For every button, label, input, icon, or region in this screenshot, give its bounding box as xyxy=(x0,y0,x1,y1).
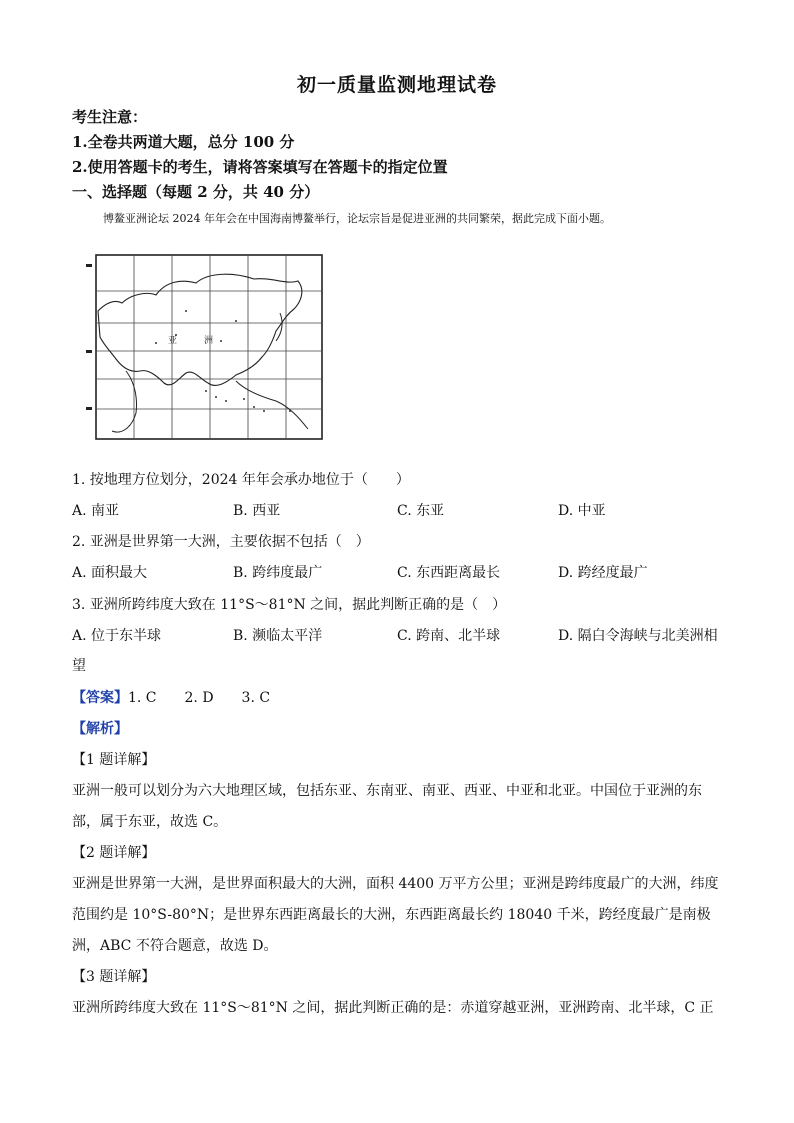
question-1-option-d[interactable]: D. 中亚 xyxy=(558,503,606,519)
detail-1-line-1: 亚洲一般可以划分为六大地理区域，包括东亚、东南亚、南亚、西亚、中亚和北亚。中国位于亚洲的东 xyxy=(72,783,702,799)
question-1-option-c[interactable]: C. 东亚 xyxy=(397,503,445,519)
latitude-tick xyxy=(86,407,92,410)
detail-3-label: 【3 题详解】 xyxy=(72,969,156,985)
question-3-option-d[interactable]: D. 隔白令海峡与北美洲相 xyxy=(558,628,718,644)
detail-3-line-1: 亚洲所跨纬度大致在 11°S～81°N 之间，据此判断正确的是：赤道穿越亚洲，亚洲跨南、北半球，C 正 xyxy=(72,1000,714,1016)
question-2-option-d[interactable]: D. 跨经度最广 xyxy=(558,565,648,581)
latitude-tick xyxy=(86,350,92,353)
detail-2-line-1: 亚洲是世界第一大洲，是世界面积最大的大洲，面积 4400 万平方公里；亚洲是跨纬度最广的大洲，纬度 xyxy=(72,876,719,892)
notice-item-1: 1.全卷共两道大题，总分 100 分 xyxy=(72,133,295,151)
question-1-stem: 1. 按地理方位划分，2024 年年会承办地位于（ ） xyxy=(72,472,410,488)
question-3-option-b[interactable]: B. 濒临太平洋 xyxy=(233,628,323,644)
page-title: 初一质量监测地理试卷 xyxy=(296,74,497,96)
question-2-option-b[interactable]: B. 跨纬度最广 xyxy=(233,565,323,581)
question-2-stem: 2. 亚洲是世界第一大洲，主要依据不包括（ ） xyxy=(72,534,370,550)
detail-2-line-2: 范围约是 10°S-80°N；是世界东西距离最长的大洲，东西距离最长约 18040 千米，跨经度最广是南极 xyxy=(72,907,711,923)
section-heading: 一、选择题（每题 2 分，共 40 分） xyxy=(72,183,320,201)
notice-item-2: 2.使用答题卡的考生，请将答案填写在答题卡的指定位置 xyxy=(72,158,448,176)
detail-1-line-2: 部，属于东亚，故选 C。 xyxy=(72,814,228,830)
latitude-tick xyxy=(86,264,92,267)
notice-label: 考生注意： xyxy=(72,108,148,126)
question-3-option-a[interactable]: A. 位于东半球 xyxy=(72,628,162,644)
question-3-stem: 3. 亚洲所跨纬度大致在 11°S～81°N 之间，据此判断正确的是（ ） xyxy=(72,597,507,613)
asia-map-figure xyxy=(86,251,326,443)
detail-2-line-3: 洲，ABC 不符合题意，故选 D。 xyxy=(72,938,278,954)
question-1-option-a[interactable]: A. 南亚 xyxy=(72,503,120,519)
map-frame xyxy=(96,255,322,439)
map-label-2: 洲 xyxy=(204,336,214,346)
detail-1-label: 【1 题详解】 xyxy=(72,752,156,768)
answer-label: 【答案】 xyxy=(72,690,128,706)
question-intro: 博鳌亚洲论坛 2024 年年会在中国海南博鳌举行，论坛宗旨是促进亚洲的共同繁荣，据此完成下面小题。 xyxy=(103,212,611,225)
question-3-option-c[interactable]: C. 跨南、北半球 xyxy=(397,628,501,644)
answer-text: 1. C 2. D 3. C xyxy=(128,690,271,706)
question-1-option-b[interactable]: B. 西亚 xyxy=(233,503,281,519)
question-2-option-c[interactable]: C. 东西距离最长 xyxy=(397,565,501,581)
detail-2-label: 【2 题详解】 xyxy=(72,845,156,861)
analysis-label: 【解析】 xyxy=(72,721,128,737)
map-label-1: 亚 xyxy=(168,336,178,346)
answer-line xyxy=(72,687,270,707)
question-2-option-a[interactable]: A. 面积最大 xyxy=(72,565,148,581)
question-3-option-d-wrap: 望 xyxy=(72,658,86,674)
